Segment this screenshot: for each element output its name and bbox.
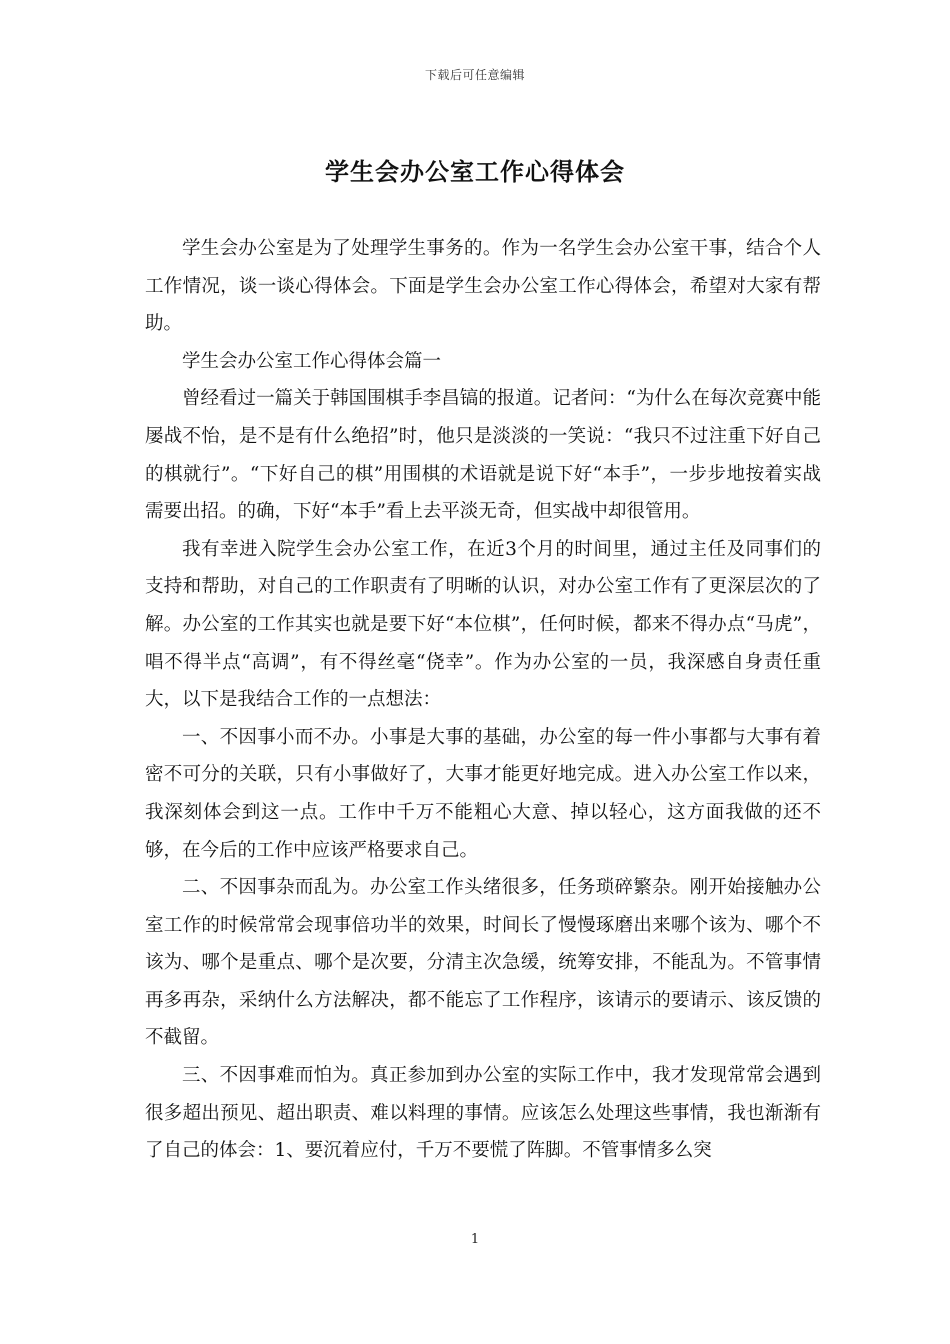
paragraph: 我有幸进入院学生会办公室工作，在近3个月的时间里，通过主任及同事们的支持和帮助，对自己的工作职责有了明晰的认识，对办公室工作有了更深层次的了解。办公室的工作其实也就是要下好“本位棋”，任何时候，都来不得办点“马虎”，唱不得半点“高调”，有不得丝毫“侥幸”。作为办公室的一员，我深感自身责任重大，以下是我结合工作的一点想法：: [145, 538, 821, 711]
paragraph-point-two: 二、不因事杂而乱为。办公室工作头绪很多，任务琐碎繁杂。刚开始接触办公室工作的时候常常会现事倍功半的效果，时间长了慢慢琢磨出来哪个该为、哪个不该为、哪个是重点、哪个是次要，分清主次急缓，统筹安排，不能乱为。不管事情再多再杂，采纳什么方法解决，都不能忘了工作程序，该请示的要请示、该反馈的不截留。: [145, 877, 821, 1049]
document-body: [145, 230, 821, 1170]
paragraph-point-three: 三、不因事难而怕为。真正参加到办公室的实际工作中，我才发现常常会遇到很多超出预见、超出职责、难以料理的事情。应该怎么处理这些事情，我也渐渐有了自己的体会：1、要沉着应付，千万不要慌了阵脚。不管事情多么突: [145, 1065, 821, 1162]
header-note: 下载后可任意编辑: [424, 68, 525, 82]
document-title: 学生会办公室工作心得体会: [325, 157, 625, 186]
paragraph: 曾经看过一篇关于韩国围棋手李昌镐的报道。记者问：“为什么在每次竞赛中能屡战不怡，是不是有什么绝招”时，他只是淡淡的一笑说：“我只不过注重下好自己的棋就行”。“下好自己的棋”用围棋的术语就是说下好“本手”，一步步地按着实战需要出招。的确，下好“本手”看上去平淡无奇，但实战中却很管用。: [145, 388, 821, 523]
paragraph-point-one: 一、不因事小而不办。小事是大事的基础，办公室的每一件小事都与大事有着密不可分的关联，只有小事做好了，大事才能更好地完成。进入办公室工作以来，我深刻体会到这一点。工作中千万不能粗心大意、掉以轻心，这方面我做的还不够，在今后的工作中应该严格要求自己。: [145, 726, 821, 861]
paragraph-intro: 学生会办公室是为了处理学生事务的。作为一名学生会办公室干事，结合个人工作情况，谈一谈心得体会。下面是学生会办公室工作心得体会，希望对大家有帮助。: [145, 238, 821, 335]
paragraph-section-heading: 学生会办公室工作心得体会篇一: [182, 350, 442, 372]
page-number: 1: [470, 1232, 480, 1247]
